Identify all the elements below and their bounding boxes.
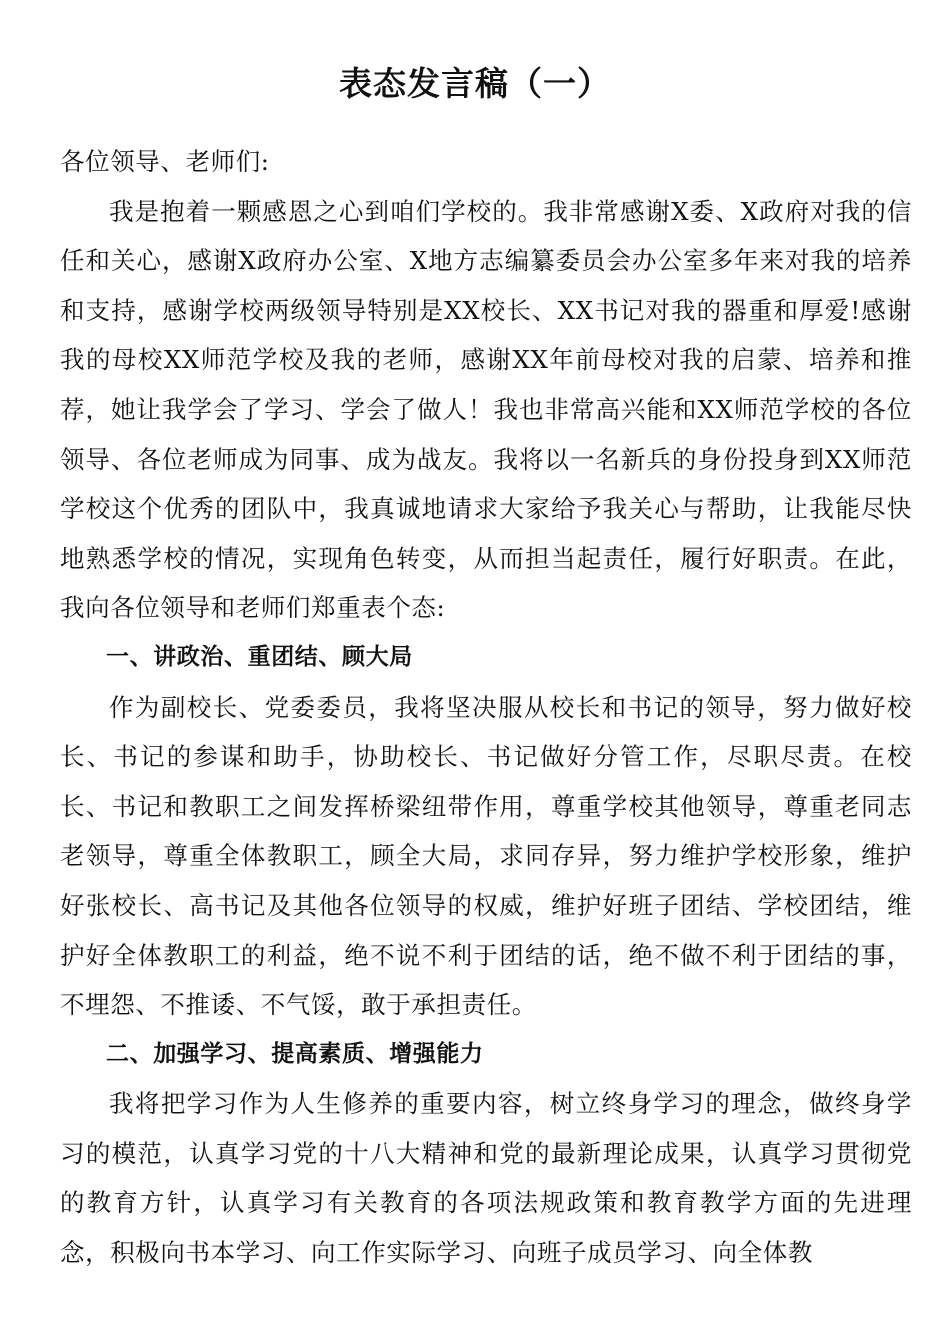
paragraph-section-2: 我将把学习作为人生修养的重要内容，树立终身学习的理念，做终身学习的模范，认真学习党的十八大精神和党的最新理论成果，认真学习贯彻党的教育方针，认真学习有关教育的各项法规政策和教育教学方面的先进理念，积极向书本学习、向工作实际学习、向班子成员学习、向全体教	[60, 1089, 912, 1268]
salutation: 各位领导、老师们:	[60, 147, 270, 176]
section-heading-1: 一、讲政治、重团结、顾大局	[106, 643, 413, 670]
section-heading-2: 二、加强学习、提高素质、增强能力	[106, 1040, 484, 1067]
paragraph-intro: 我是抱着一颗感恩之心到咱们学校的。我非常感谢X委、X政府对我的信任和关心，感谢X政府办公室、X地方志编纂委员会办公室多年来对我的培养和支持，感谢学校两级领导特别是XX校长、XX书记对我的器重和厚爱!感谢我的母校XX师范学校及我的老师，感谢XX年前母校对我的启蒙、培养和推荐，她让我学会了学习、学会了做人！我也非常高兴能和XX师范学校的各位领导、各位老师成为同事、成为战友。我将以一名新兵的身份投身到XX师范学校这个优秀的团队中，我真诚地请求大家给予我关心与帮助，让我能尽快地熟悉学校的情况，实现角色转变，从而担当起责任，履行好职责。在此，我向各位领导和老师们郑重表个态:	[60, 196, 912, 623]
document-body	[60, 137, 912, 1278]
document-title: 表态发言稿（一）	[339, 64, 611, 103]
paragraph-section-1: 作为副校长、党委委员，我将坚决服从校长和书记的领导，努力做好校长、书记的参谋和助手，协助校长、书记做好分管工作，尽职尽责。在校长、书记和教职工之间发挥桥梁纽带作用，尊重学校其他领导，尊重老同志老领导，尊重全体教职工，顾全大局，求同存异，努力维护学校形象，维护好张校长、高书记及其他各位领导的权威，维护好班子团结、学校团结，维护好全体教职工的利益，绝不说不利于团结的话，绝不做不利于团结的事，不埋怨、不推诿、不气馁，敢于承担责任。	[60, 692, 912, 1020]
